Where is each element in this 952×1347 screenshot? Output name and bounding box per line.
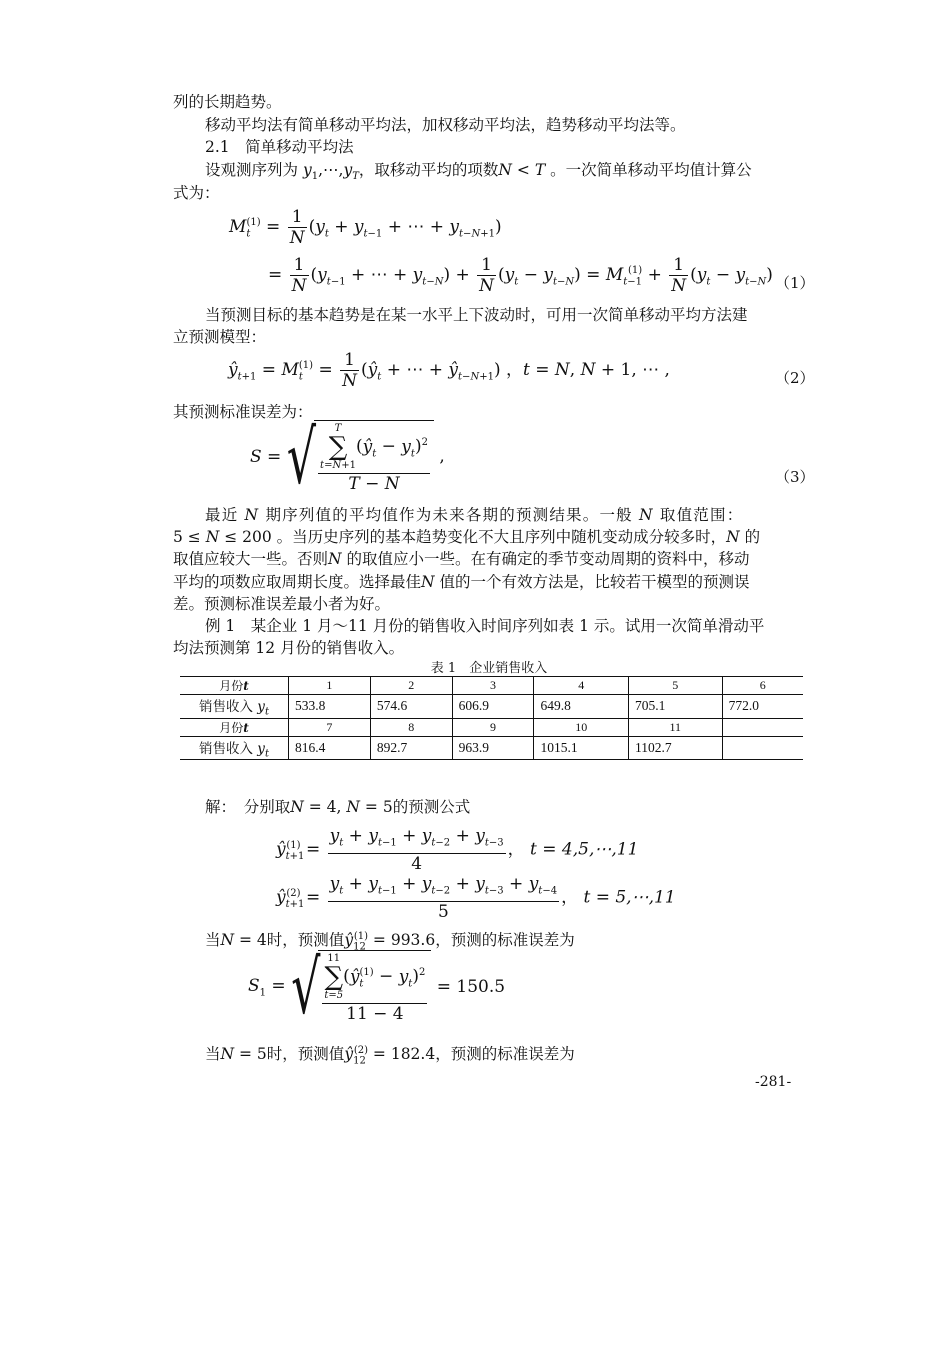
text-fragment: 设观测序列为 [205,161,299,179]
text-line: 平均的项数应取周期长度。选择最佳N 值的一个有效方法是，比较若干模型的预测误 [173,573,750,591]
text-fragment: 取值范围： [659,506,744,524]
table-cell: 6 [722,677,803,695]
s1-value: 150.5 [456,977,506,997]
text-fragment: 取值应较大一些。否则 [173,550,329,568]
equation-number: （2） [775,369,815,387]
table-row-label: 销售收入 $y_t$ [180,736,289,760]
table-cell: 892.7 [370,736,452,760]
table-cell: 5 [628,677,722,695]
text-fragment: 时，预测值 [266,931,345,950]
table-cell: 8 [370,718,452,736]
text-fragment: 时，预测值 [266,1045,345,1064]
text-line: 设观测序列为 $y_1,\cdots,y_T$，取移动平均的项数N < T 。一次简单移动平均值计算公 [205,161,752,183]
table-row [180,736,803,760]
table-cell: 11 [628,718,722,736]
text-line: 解： 分别取N = 4, N = 5的预测公式 [205,798,471,816]
table-cell: 705.1 [628,695,722,719]
text-line: 立预测模型： [173,328,267,346]
text-line: 移动平均法有简单移动平均法，加权移动平均法，趋势移动平均法等。 [205,116,686,134]
table-cell: 606.9 [452,695,534,719]
s1-equation: $S_1$ = √ 11 ∑ $t=5(ŷ_t^{(1)} - y_t)^2$ 11 − 4 = 150.5 [248,943,506,1031]
forecast-value: 993.6 [390,931,436,950]
equation-number: （1） [775,274,815,292]
page-number: -281- [755,1074,792,1090]
table-cell: 963.9 [452,736,534,760]
text-line: 列的长期趋势。 [173,93,282,111]
equation-3: S = √ T ∑ $t=N+1(ŷ_t - y_t)^2$ T − N , [250,413,445,501]
text-fragment: ，取移动平均的项数 [358,161,499,179]
text-line: 其预测标准误差为： [173,403,313,421]
table-cell: 3 [452,677,534,695]
text-fragment: 的 [744,528,761,546]
text-line: 5 ≤ N ≤ 200 。当历史序列的基本趋势变化不大且序列中随机变动成分较多时，N 的 [173,528,761,546]
text-line: 当N = 5时，预测值$ŷ_{12}^{(2)} = 182.4$，预测的标准误差为 [205,1045,575,1067]
table-cell: 772.0 [722,695,803,719]
text-fragment: 解： 分别取 [205,798,291,816]
text-fragment: 当历史序列的基本趋势变化不大且序列中随机变动成分较多时， [292,528,727,546]
text-fragment: ，预测的标准误差为 [435,1045,575,1064]
equation-1a: $M_t^{(1)}$ = $\frac{1}{N}$ ($y_t + y_{t-1}$ + ⋯ + $y_{t-N+1}$) [229,207,502,248]
forecast-value: 182.4 [390,1045,436,1064]
table-cell: 1102.7 [628,736,722,760]
text-fragment: 的取值应小一些。在有确定的季节变动周期的资料中，移动 [346,550,750,568]
text-fragment: 当 [205,931,221,950]
table-cell: 816.4 [289,736,371,760]
table-row-label: 月份t [180,677,289,695]
text-line: 式为： [173,184,220,202]
equation-1b: = $\frac{1}{N}$ ($y_{t-1}$ + ⋯ + $y_{t-N}$) + $\frac{1}{N}$ $(y_t - y_{t-N}) = M_{t-1}^{(1)}$ + $\frac{1}{N}$ $(y_t - y_{t-N})$ [268,255,773,296]
table-cell: 1 [289,677,371,695]
text-fragment: 期序列值的平均值作为未来各期的预测结果。一般 [265,506,633,524]
text-fragment: ，预测的标准误差为 [435,931,575,950]
text-line: 最近 N 期序列值的平均值作为未来各期的预测结果。一般 N 取值范围： [205,506,744,524]
table-cell [722,718,803,736]
table-cell: 1015.1 [534,736,629,760]
table-cell: 4 [534,677,629,695]
table-cell: 9 [452,718,534,736]
text-line: 差。预测标准误差最小者为好。 [173,595,391,613]
table-cell: 574.6 [370,695,452,719]
equation-number: （3） [775,468,815,486]
text-fragment: 的预测公式 [392,798,471,816]
text-line: 当预测目标的基本趋势是在某一水平上下波动时，可用一次简单移动平均方法建 [205,306,748,324]
sales-table [180,676,803,760]
range-label: t = 5,⋯,11 [583,887,676,908]
table-caption: 表 1 企业销售收入 [430,661,548,676]
solution-equation-2: $ŷ_{t+1}^{(2)}$ = $\frac{y_t + y_{t-1} + y_{t-2} + y_{t-3} + y_{t-4}}{5}$ ， t = 5,⋯,11 [276,874,676,923]
text-line: 例 1 某企业 1 月～11 月份的销售收入时间序列如表 1 示。试用一次简单滑动平 [205,617,765,635]
table-row [180,718,803,736]
text-fragment: 平均的项数应取周期长度。选择最佳 [173,573,422,591]
text-line: 均法预测第 12 月份的销售收入。 [173,639,405,657]
section-heading: 2.1 简单移动平均法 [205,138,354,156]
text-fragment: 一次简单移动平均值计算公 [565,161,752,179]
table-row [180,677,803,695]
text-fragment: 最近 [205,506,239,524]
solution-equation-1: $ŷ_{t+1}^{(1)}$ = $\frac{y_t + y_{t-1} + y_{t-2} + y_{t-3}}{4}$ ， t = 4,5,⋯,11 [276,826,639,875]
table-cell: 10 [534,718,629,736]
table-cell: 2 [370,677,452,695]
range-label: t = 4,5,⋯,11 [530,839,639,860]
equation-2: $ŷ_{t+1} = M_t^{(1)}$ = $\frac{1}{N}$ ($ŷ_t$ + ⋯ + $ŷ_{t-N+1}$) ，t = N, N + 1, ⋯ , [228,350,670,391]
table-row-label: 销售收入 $y_t$ [180,695,289,719]
table-cell: 533.8 [289,695,371,719]
table-cell: 7 [289,718,371,736]
table-cell: 649.8 [534,695,629,719]
table-row-label: 月份t [180,718,289,736]
table-row [180,695,803,719]
text-fragment: 当 [205,1045,221,1064]
text-fragment: 值的一个有效方法是，比较若干模型的预测误 [439,573,750,591]
text-line: 取值应较大一些。否则N 的取值应小一些。在有确定的季节变动周期的资料中，移动 [173,550,750,568]
table-cell [722,736,803,760]
text-line: 当N = 4时，预测值$ŷ_{12}^{(1)} = 993.6$，预测的标准误差为 [205,931,575,953]
